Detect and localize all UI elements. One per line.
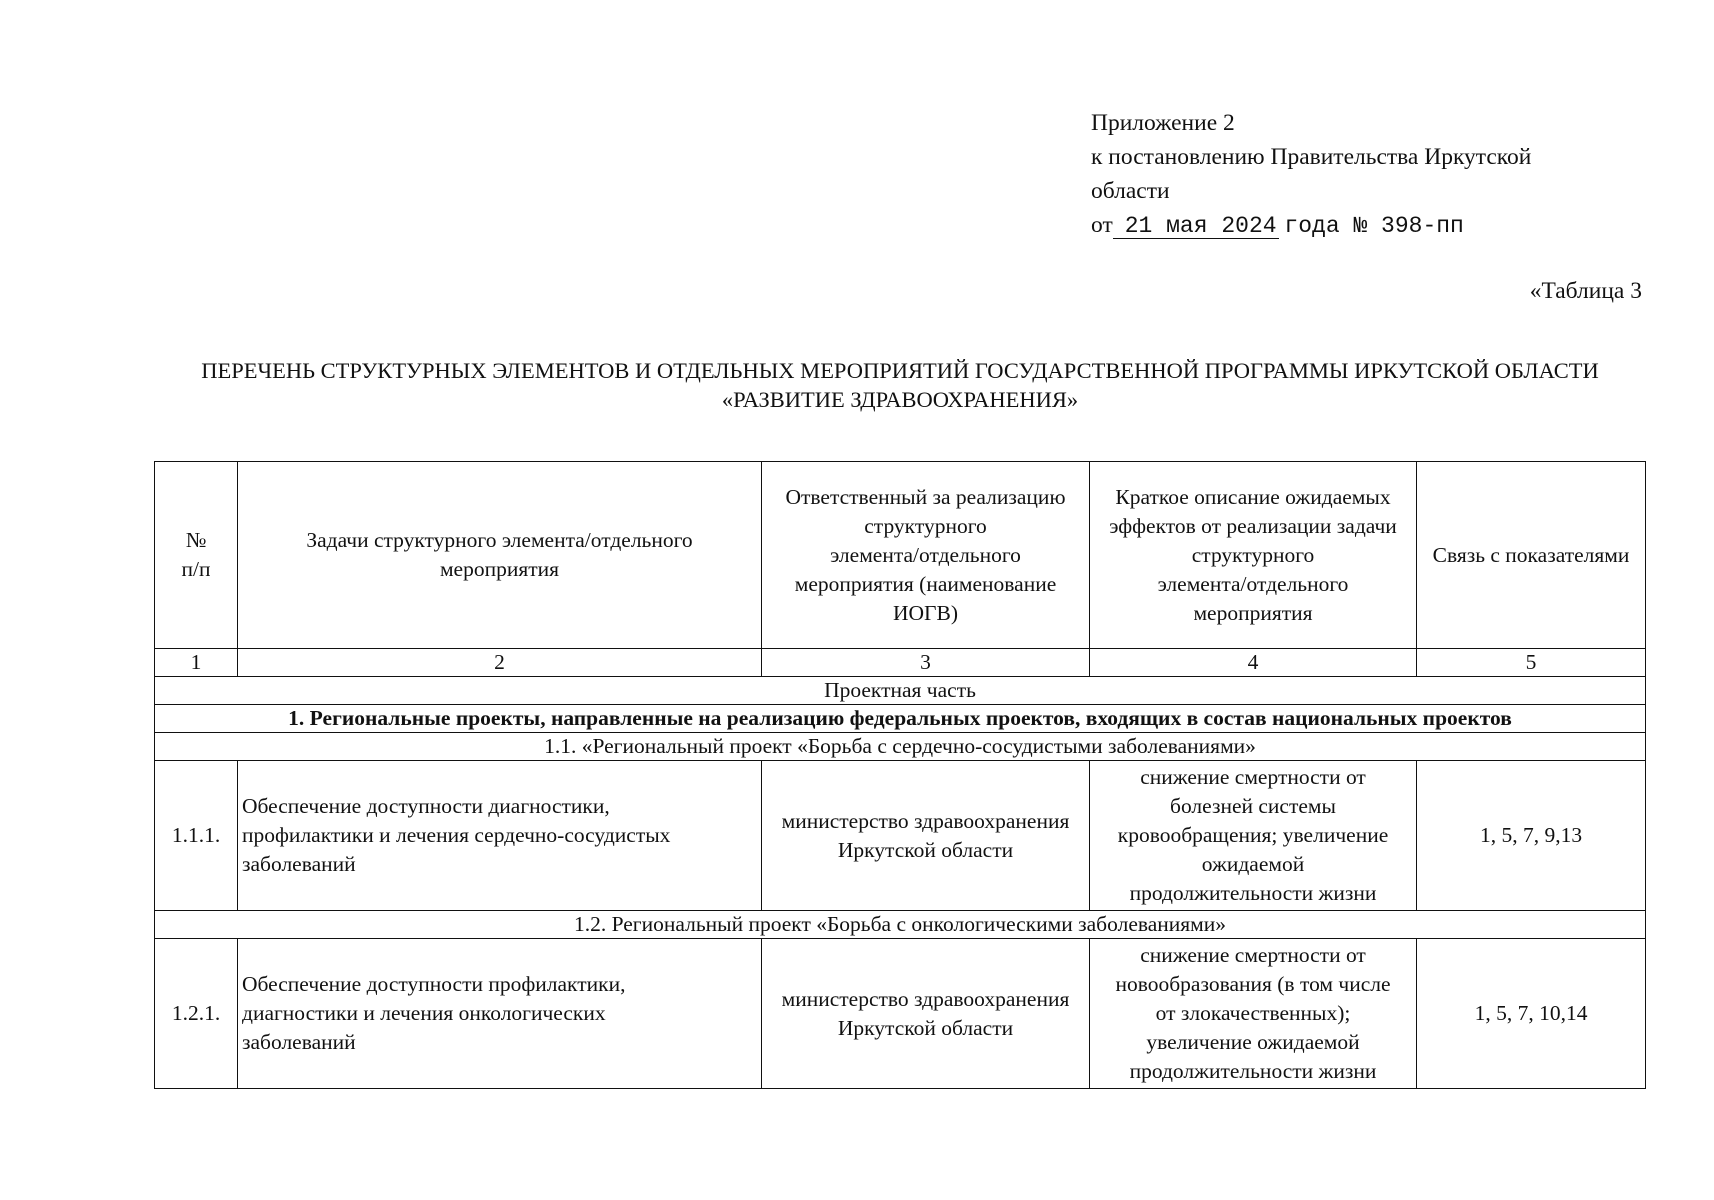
- subsection-row: [155, 911, 1646, 939]
- document-title-line-2: «РАЗВИТИЕ ЗДРАВООХРАНЕНИЯ»: [721, 387, 1079, 412]
- header-task: Задачи структурного элемента/отдельного мероприятия: [238, 462, 762, 649]
- column-number-5: 5: [1417, 649, 1646, 677]
- row-number: 1.2.1.: [155, 939, 238, 1089]
- part-row: [155, 677, 1646, 705]
- column-numbers-row: [155, 649, 1646, 677]
- document-title-line-1: ПЕРЕЧЕНЬ СТРУКТУРНЫХ ЭЛЕМЕНТОВ И ОТДЕЛЬНЫХ МЕРОПРИЯТИЙ ГОСУДАРСТВЕННОЙ ПРОГРАММЫ ИРКУТСКОЙ ОБЛАСТИ: [201, 358, 1599, 383]
- structural-elements-table: [154, 461, 1646, 1089]
- resolution-date: 21 мая 2024: [1113, 214, 1279, 239]
- appendix-resolution-line: к постановлению Правительства Иркутской: [1091, 144, 1532, 170]
- row-indicators: 1, 5, 7, 9,13: [1417, 761, 1646, 911]
- subsection-row: [155, 733, 1646, 761]
- table-label: «Таблица 3: [1529, 278, 1642, 304]
- header-indicators: Связь с показателями: [1417, 462, 1646, 649]
- subsection-1-1-title: 1.1. «Региональный проект «Борьба с сердечно-сосудистыми заболеваниями»: [155, 733, 1646, 761]
- subsection-1-2-title: 1.2. Региональный проект «Борьба с онкологическими заболеваниями»: [155, 911, 1646, 939]
- appendix-date-line: [1091, 208, 1651, 243]
- table-row: [155, 939, 1646, 1089]
- column-number-2: 2: [238, 649, 762, 677]
- row-task: Обеспечение доступности профилактики, диагностики и лечения онкологических заболеваний: [238, 939, 762, 1089]
- row-effects: снижение смертности от новообразования (в том числе от злокачественных); увеличение ожидаемой продолжительности жизни: [1090, 939, 1417, 1089]
- row-number: 1.1.1.: [155, 761, 238, 911]
- row-responsible: министерство здравоохранения Иркутской области: [762, 939, 1090, 1089]
- row-indicators: 1, 5, 7, 10,14: [1417, 939, 1646, 1089]
- part-label: Проектная часть: [155, 677, 1646, 705]
- row-responsible: министерство здравоохранения Иркутской области: [762, 761, 1090, 911]
- row-task: Обеспечение доступности диагностики, профилактики и лечения сердечно-сосудистых заболеваний: [238, 761, 762, 911]
- section-row: [155, 705, 1646, 733]
- date-prefix: от: [1091, 212, 1113, 238]
- section-1-title: 1. Региональные проекты, направленные на реализацию федеральных проектов, входящих в состав национальных проектов: [155, 705, 1646, 733]
- header-responsible: Ответственный за реализацию структурного элемента/отдельного мероприятия (наименование ИОГВ): [762, 462, 1090, 649]
- row-effects: снижение смертности от болезней системы кровообращения; увеличение ожидаемой продолжительности жизни: [1090, 761, 1417, 911]
- appendix-block: [1091, 106, 1651, 243]
- document-title: [120, 356, 1680, 414]
- appendix-region-line: области: [1091, 178, 1170, 204]
- appendix-title: Приложение 2: [1091, 110, 1235, 136]
- column-number-1: 1: [155, 649, 238, 677]
- header-effects: Краткое описание ожидаемых эффектов от реализации задачи структурного элемента/отдельного мероприятия: [1090, 462, 1417, 649]
- table-row: [155, 761, 1646, 911]
- column-number-4: 4: [1090, 649, 1417, 677]
- column-number-3: 3: [762, 649, 1090, 677]
- header-number: № п/п: [155, 462, 238, 649]
- resolution-number: года № 398-пп: [1284, 213, 1464, 239]
- table-header-row: [155, 462, 1646, 649]
